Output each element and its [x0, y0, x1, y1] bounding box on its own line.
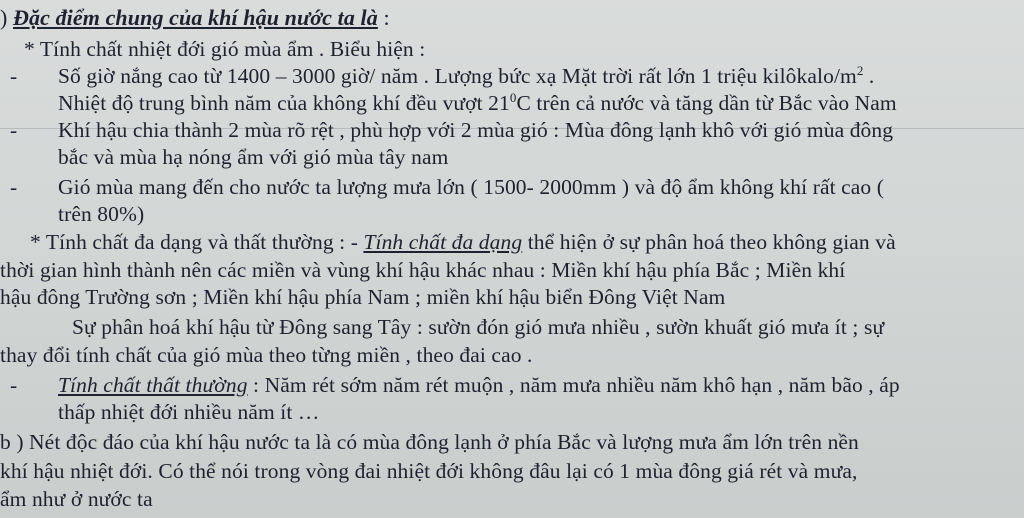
heading-prefix: ) — [0, 5, 14, 30]
section-nhiet-doi-intro: * Tính chất nhiệt đới gió mùa ẩm . Biểu hiện : — [24, 37, 426, 61]
superscript-2: 2 — [856, 62, 864, 78]
da-dang-intro-rest: thể hiện ở sự phân hoá theo không gian và — [522, 230, 896, 254]
bullet-dash: - — [10, 373, 18, 397]
bullet-dash: - — [10, 64, 18, 88]
bullet2-line2: bắc và mùa hạ nóng ẩm với gió mùa tây nam — [58, 145, 449, 169]
heading-suffix: : — [377, 5, 390, 30]
bullet1-line2-text: Nhiệt độ trung bình năm của không khí đều vượt 21 — [58, 91, 510, 115]
bullet-dash: - — [10, 175, 18, 199]
da-dang-underlined: Tính chất đa dạng — [363, 230, 523, 254]
section-da-dang-intro — [30, 230, 896, 254]
bullet1-line1-end: . — [863, 64, 875, 88]
da-dang-line3: hậu đông Trường sơn ; Miền khí hậu phía Nam ; miền khí hậu biển Đông Việt Nam — [0, 285, 726, 309]
bullet3-line1: Gió mùa mang đến cho nước ta lượng mưa lớn ( 1500- 2000mm ) và độ ẩm không khí rất cao ( — [58, 175, 885, 199]
that-thuong-rest: : Năm rét sớm năm rét muộn , năm mưa nhiều năm khô hạn , năm bão , áp — [247, 373, 900, 397]
superscript-0: 0 — [509, 89, 517, 105]
bullet1-line1-text: Số giờ nắng cao từ 1400 – 3000 giờ/ năm . Lượng bức xạ Mặt trời rất lớn 1 triệu kilôkalo/m — [58, 64, 857, 88]
bullet2-line1: Khí hậu chia thành 2 mùa rõ rệt , phù hợp với 2 mùa gió : Mùa đông lạnh khô với gió mùa đông — [58, 118, 894, 142]
that-thuong-line1 — [58, 373, 900, 397]
section-b-line1: b ) Nét độc đáo của khí hậu nước ta là có mùa đông lạnh ở phía Bắc và lượng mưa ẩm lớn trên nền — [0, 430, 859, 454]
da-dang-line4: Sự phân hoá khí hậu từ Đông sang Tây : sườn đón gió mưa nhiều , sườn khuất gió mưa ít ; sự — [72, 315, 885, 339]
heading — [0, 6, 390, 30]
bullet-dash: - — [10, 118, 18, 142]
da-dang-intro-text: * Tính chất đa dạng và thất thường : - — [30, 230, 364, 254]
bullet1-line1 — [58, 64, 874, 88]
that-thuong-line2: thấp nhiệt đới nhiều năm ít … — [58, 400, 320, 424]
section-b-line3: ẩm như ở nước ta — [0, 487, 153, 511]
that-thuong-underlined: Tính chất thất thường — [58, 373, 248, 397]
bullet3-line2: trên 80%) — [58, 202, 145, 226]
da-dang-line5: thay đổi tính chất của gió mùa theo từng miền , theo đai cao . — [0, 343, 533, 367]
heading-title: Đặc điểm chung của khí hậu nước ta là — [13, 5, 378, 30]
section-b-line2: khí hậu nhiệt đới. Có thể nói trong vòng đai nhiệt đới không đâu lại có 1 mùa đông giá rét và mưa, — [0, 459, 858, 483]
bullet1-line2-end: C trên cả nước và tăng dần từ Bắc vào Nam — [516, 91, 897, 115]
da-dang-line2: thời gian hình thành nên các miền và vùng khí hậu khác nhau : Miền khí hậu phía Bắc ; Miền khí — [0, 258, 846, 282]
bullet1-line2 — [58, 91, 897, 115]
